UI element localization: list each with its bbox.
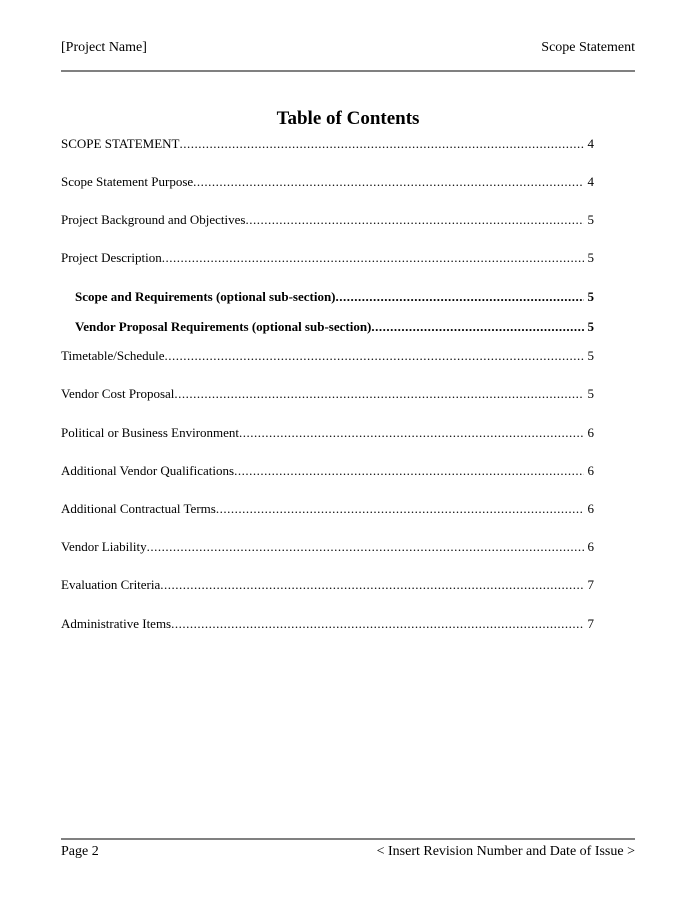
toc-entry-political-business-environment[interactable] [61, 425, 594, 441]
toc-entry-page: 6 [587, 463, 594, 478]
toc-entry-page: 4 [587, 136, 594, 151]
toc-entry-page: 5 [587, 319, 594, 334]
toc-entry-label: Project Background and Objectives [61, 212, 246, 227]
toc-entry-timetable-schedule[interactable] [61, 348, 594, 364]
toc-entry-page: 7 [587, 577, 594, 592]
toc-entry-project-description[interactable] [61, 250, 594, 266]
toc-entry-vendor-cost-proposal[interactable] [61, 386, 594, 402]
toc-entry-label: Project Description [61, 250, 162, 265]
toc-entry-label: Vendor Cost Proposal [61, 386, 175, 401]
page-header [61, 40, 635, 60]
toc-entry-label: Political or Business Environment [61, 425, 240, 440]
toc-entry-page: 6 [587, 425, 594, 440]
toc-entry-vendor-liability[interactable] [61, 539, 594, 555]
toc-entry-label: Evaluation Criteria [61, 577, 161, 592]
toc-dot-leader [174, 386, 583, 402]
footer-divider [61, 838, 635, 840]
toc-dot-leader [239, 425, 583, 441]
footer-revision-info: < Insert Revision Number and Date of Issue > [376, 844, 635, 859]
toc-entry-scope-statement[interactable] [61, 136, 594, 152]
toc-entry-additional-vendor-qualifications[interactable] [61, 463, 594, 479]
toc-dot-leader [216, 501, 584, 517]
toc-dot-leader [147, 539, 584, 555]
toc-dot-leader [193, 174, 583, 190]
toc-dot-leader [234, 463, 583, 479]
toc-dot-leader [162, 250, 584, 266]
toc-entry-label: Additional Contractual Terms [61, 501, 216, 516]
toc-entry-administrative-items[interactable] [61, 616, 594, 632]
toc-entry-scope-statement-purpose[interactable] [61, 174, 594, 190]
toc-dot-leader [336, 289, 584, 305]
toc-dot-leader [371, 319, 583, 335]
toc-entry-label: Vendor Proposal Requirements (optional sub-section) [75, 319, 372, 334]
page-footer [61, 844, 635, 864]
toc-entry-label: Administrative Items [61, 616, 172, 631]
toc-entry-label: Scope and Requirements (optional sub-section) [75, 289, 336, 304]
toc-entry-vendor-proposal-requirements[interactable] [75, 319, 594, 335]
toc-entry-label: Scope Statement Purpose [61, 174, 194, 189]
toc-dot-leader [171, 616, 583, 632]
toc-dot-leader [245, 212, 583, 228]
toc-entry-page: 5 [587, 348, 594, 363]
toc-entry-page: 4 [587, 174, 594, 189]
toc-entry-page: 6 [587, 501, 594, 516]
toc-entry-page: 7 [587, 616, 594, 631]
toc-dot-leader [165, 348, 584, 364]
toc-title: Table of Contents [276, 108, 420, 129]
toc-entry-evaluation-criteria[interactable] [61, 577, 594, 593]
toc-entry-page: 5 [587, 289, 594, 304]
toc-entry-label: Timetable/Schedule [61, 348, 165, 363]
toc-entry-label: Vendor Liability [61, 539, 147, 554]
toc-entry-page: 6 [587, 539, 594, 554]
toc-entry-scope-and-requirements[interactable] [75, 289, 594, 305]
toc-dot-leader [160, 577, 583, 593]
toc-entry-page: 5 [587, 250, 594, 265]
toc-entry-page: 5 [587, 212, 594, 227]
footer-page-number: Page 2 [61, 844, 99, 859]
toc-entry-page: 5 [587, 386, 594, 401]
toc-entry-project-background[interactable] [61, 212, 594, 228]
toc-entry-label: Additional Vendor Qualifications [61, 463, 235, 478]
toc-dot-leader [180, 136, 584, 152]
header-document-type: Scope Statement [541, 40, 635, 55]
header-divider [61, 70, 635, 72]
header-project-name: [Project Name] [61, 40, 147, 55]
toc-entry-additional-contractual-terms[interactable] [61, 501, 594, 517]
toc-entry-label: SCOPE STATEMENT [61, 136, 180, 151]
